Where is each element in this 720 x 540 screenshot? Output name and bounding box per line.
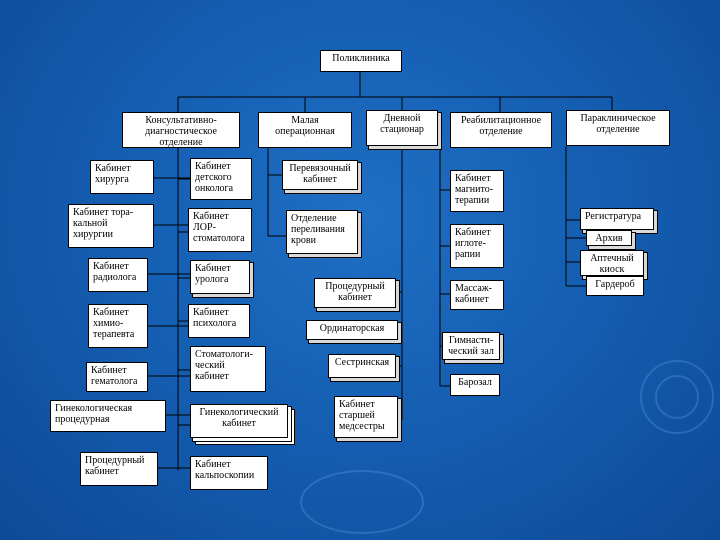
dept-dnevnoy: Дневной стационар (366, 110, 438, 146)
konsult-item-psychologist: Кабинет психолога (188, 304, 250, 338)
reabil-item-acupuncture: Кабинет иглоте- рапии (450, 224, 504, 268)
konsult-item-thoracic: Кабинет тора- кальной хирургии (68, 204, 154, 248)
reabil-item-gym: Гимнасти- ческий зал (442, 332, 500, 360)
konsult-item-radiologist: Кабинет радиолога (88, 258, 148, 292)
konsult-item-urologist: Кабинет уролога (190, 260, 250, 294)
reabil-item-massage: Массаж- кабинет (450, 280, 504, 310)
ripple-decoration (300, 470, 424, 534)
paraklin-item-pharmacy: Аптечный киоск (580, 250, 644, 276)
reabil-item-barozal: Барозал (450, 374, 500, 396)
reabil-item-magneto: Кабинет магнито- терапии (450, 170, 504, 212)
konsult-item-child-oncologist: Кабинет детского онколога (190, 158, 252, 200)
dept-paraklin: Параклиническое отделение (566, 110, 670, 146)
root-box: Поликлиника (320, 50, 402, 72)
konsult-item-gynecology: Гинекологический кабинет (190, 404, 288, 438)
dept-malaya: Малая операционная (258, 112, 352, 148)
dnevnoy-item-head-nurse: Кабинет старшей медсестры (334, 396, 398, 438)
konsult-item-chemo: Кабинет химио- терапевта (88, 304, 148, 348)
dnevnoy-item-procedure: Процедурный кабинет (314, 278, 396, 308)
dnevnoy-item-nurses: Сестринская (328, 354, 396, 378)
ripple-decoration (655, 375, 699, 419)
dept-konsult: Консультативно- диагностическое отделение (122, 112, 240, 148)
dept-reabil: Реабилитационное отделение (450, 112, 552, 148)
paraklin-item-wardrobe: Гардероб (586, 276, 644, 296)
konsult-item-dental: Стоматологи- ческий кабинет (190, 346, 266, 392)
konsult-item-hematologist: Кабинет гематолога (86, 362, 148, 392)
paraklin-item-archive: Архив (586, 230, 632, 246)
konsult-item-lor: Кабинет ЛОР- стоматолога (188, 208, 252, 252)
malaya-item-dressing: Перевязочный кабинет (282, 160, 358, 190)
paraklin-item-registry: Регистратура (580, 208, 654, 230)
konsult-item-surgeon: Кабинет хирурга (90, 160, 154, 194)
malaya-item-transfusion: Отделение переливания крови (286, 210, 358, 254)
dnevnoy-item-resident: Ординаторская (306, 320, 398, 340)
konsult-item-colposcopy: Кабинет кальпоскопии (190, 456, 268, 490)
konsult-item-gyn-procedure: Гинекологическая процедурная (50, 400, 166, 432)
konsult-item-procedure: Процедурный кабинет (80, 452, 158, 486)
